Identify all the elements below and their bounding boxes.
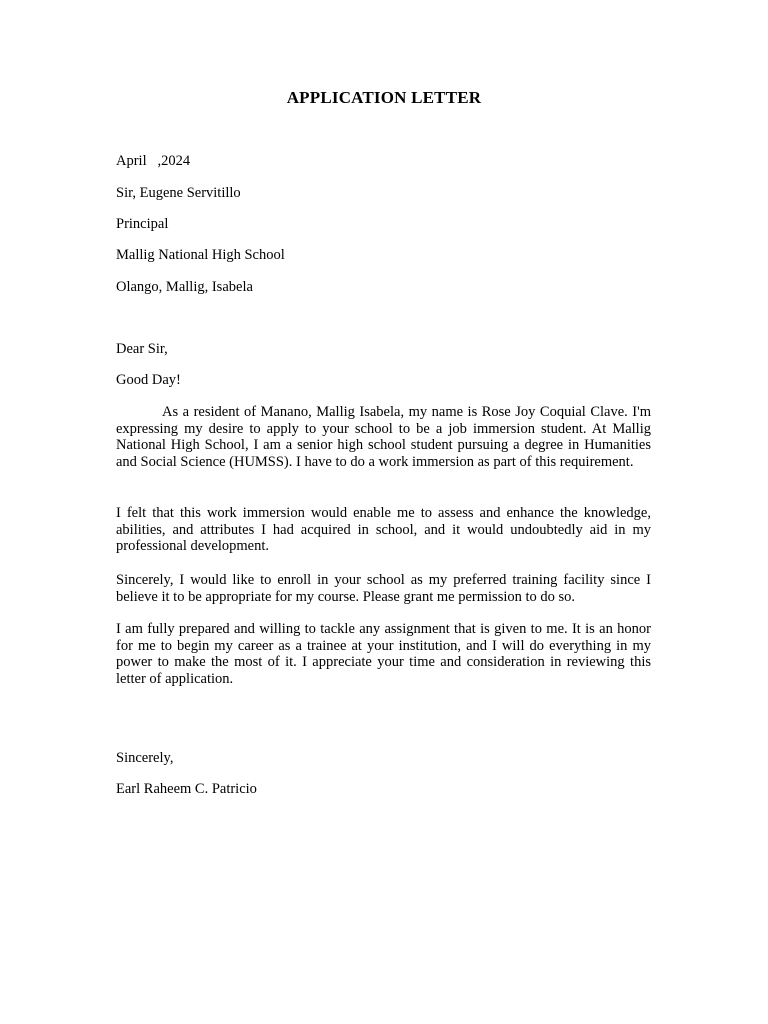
recipient-position: Principal bbox=[116, 216, 169, 232]
signature-name: Earl Raheem C. Patricio bbox=[116, 781, 257, 797]
recipient-name: Sir, Eugene Servitillo bbox=[116, 185, 241, 201]
body-paragraph-3: Sincerely, I would like to enroll in your school as my preferred training facility since I believe it to be appropriate for my course. Please grant me permission to do so. bbox=[116, 572, 651, 605]
body-paragraph-2: I felt that this work immersion would enable me to assess and enhance the knowledge, abilities, and attributes I had acquired in school, and it would undoubtedly aid in my professional development. bbox=[116, 505, 651, 555]
letter-title: APPLICATION LETTER bbox=[286, 88, 482, 107]
salutation: Dear Sir, bbox=[116, 341, 168, 357]
closing: Sincerely, bbox=[116, 750, 174, 766]
body-paragraph-4: I am fully prepared and willing to tackle any assignment that is given to me. It is an honor for me to begin my career as a trainee at your institution, and I will do everything in my power to make the most of it. I appreciate your time and consideration in reviewing this letter of application. bbox=[116, 621, 651, 687]
greeting: Good Day! bbox=[116, 372, 181, 388]
body-paragraph-1: As a resident of Manano, Mallig Isabela, my name is Rose Joy Coquial Clave. I'm expressing my desire to apply to your school to be a job immersion student. At Mallig National High School, I am a senior high school student pursuing a degree in Humanities and Social Science (HUMSS). I have to do a work immersion as part of this requirement. bbox=[116, 404, 651, 470]
recipient-address: Olango, Mallig, Isabela bbox=[116, 279, 253, 295]
recipient-school: Mallig National High School bbox=[116, 247, 285, 263]
letter-date: April ,2024 bbox=[116, 153, 191, 169]
